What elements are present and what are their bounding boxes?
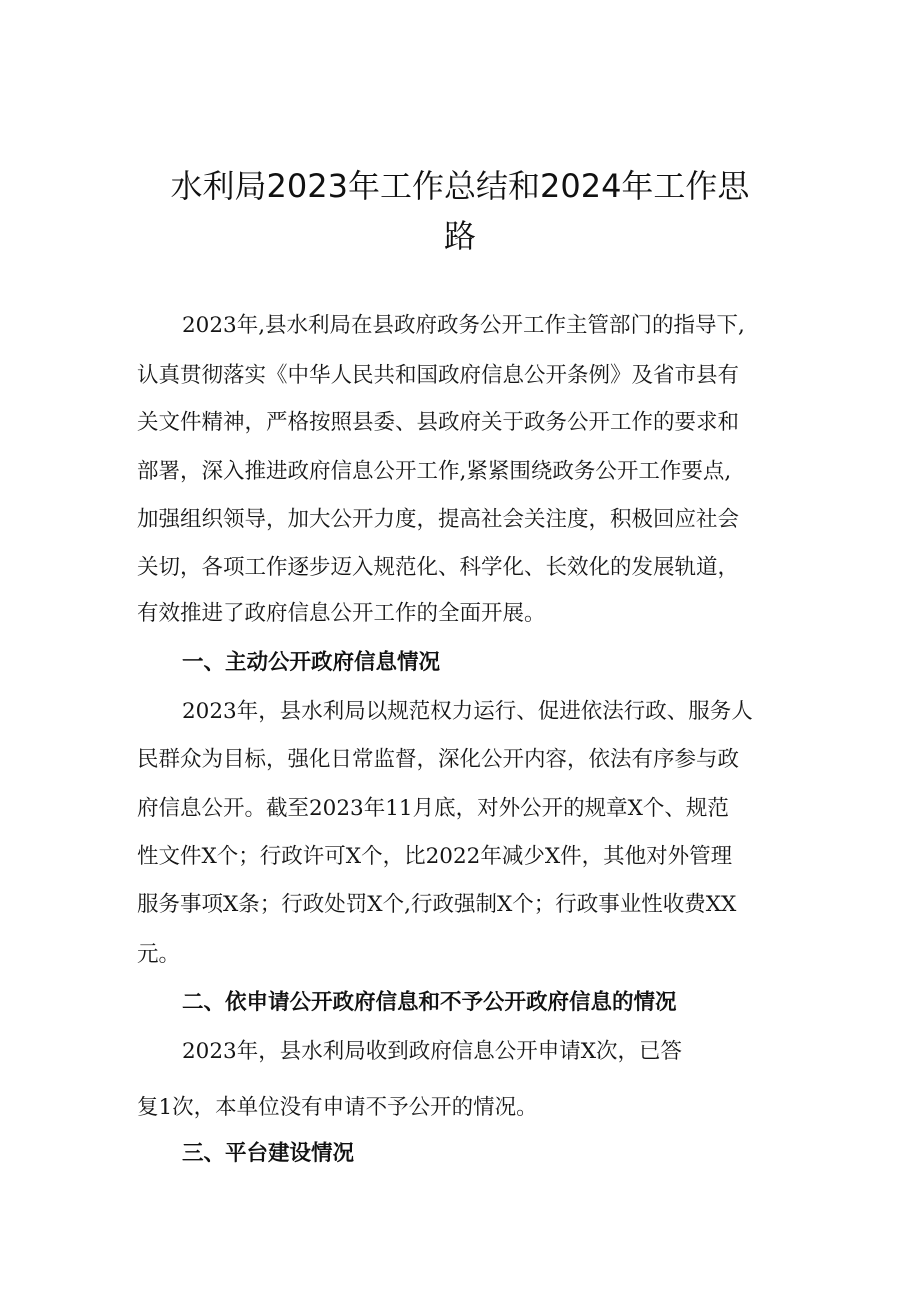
section-1-heading: 一、主动公开政府信息情况 xyxy=(182,650,441,675)
section-2-line-2: 复1次，本单位没有申请不予公开的情况。 xyxy=(137,1095,538,1120)
intro-line-1: 2023年,县水利局在县政府政务公开工作主管部门的指导下, xyxy=(182,313,745,338)
section-2-heading: 二、依申请公开政府信息和不予公开政府信息的情况 xyxy=(182,990,677,1015)
intro-line-4: 部署，深入推进政府信息公开工作,紧紧围绕政务公开工作要点, xyxy=(137,459,732,484)
document-title-line-1: 水利局2023年工作总结和2024年工作思 xyxy=(170,167,750,205)
section-1-line-1: 2023年，县水利局以规范权力运行、促进依法行政、服务人 xyxy=(182,699,753,724)
intro-line-6: 关切，各项工作逐步迈入规范化、科学化、长效化的发展轨道， xyxy=(137,555,740,580)
intro-line-3: 关文件精神，严格按照县委、县政府关于政务公开工作的要求和 xyxy=(137,410,740,435)
intro-line-2: 认真贯彻落实《中华人民共和国政府信息公开条例》及省市县有 xyxy=(137,363,740,388)
section-1-line-5: 服务事项X条；行政处罚X个,行政强制X个；行政事业性收费XX xyxy=(137,892,737,917)
section-1-line-6: 元。 xyxy=(137,942,181,967)
section-1-line-2: 民群众为目标，强化日常监督，深化公开内容，依法有序参与政 xyxy=(137,747,740,772)
intro-line-7: 有效推进了政府信息公开工作的全面开展。 xyxy=(137,601,546,626)
section-3-heading: 三、平台建设情况 xyxy=(182,1141,355,1166)
document-title-line-2: 路 xyxy=(443,217,476,255)
section-1-line-4: 性文件X个；行政许可X个，比2022年减少X件，其他对外管理 xyxy=(137,844,733,869)
section-2-line-1: 2023年，县水利局收到政府信息公开申请X次，已答 xyxy=(182,1039,683,1064)
intro-line-5: 加强组织领导，加大公开力度，提高社会关注度，积极回应社会 xyxy=(137,507,740,532)
section-1-line-3: 府信息公开。截至2023年11月底，对外公开的规章X个、规范 xyxy=(137,796,729,821)
